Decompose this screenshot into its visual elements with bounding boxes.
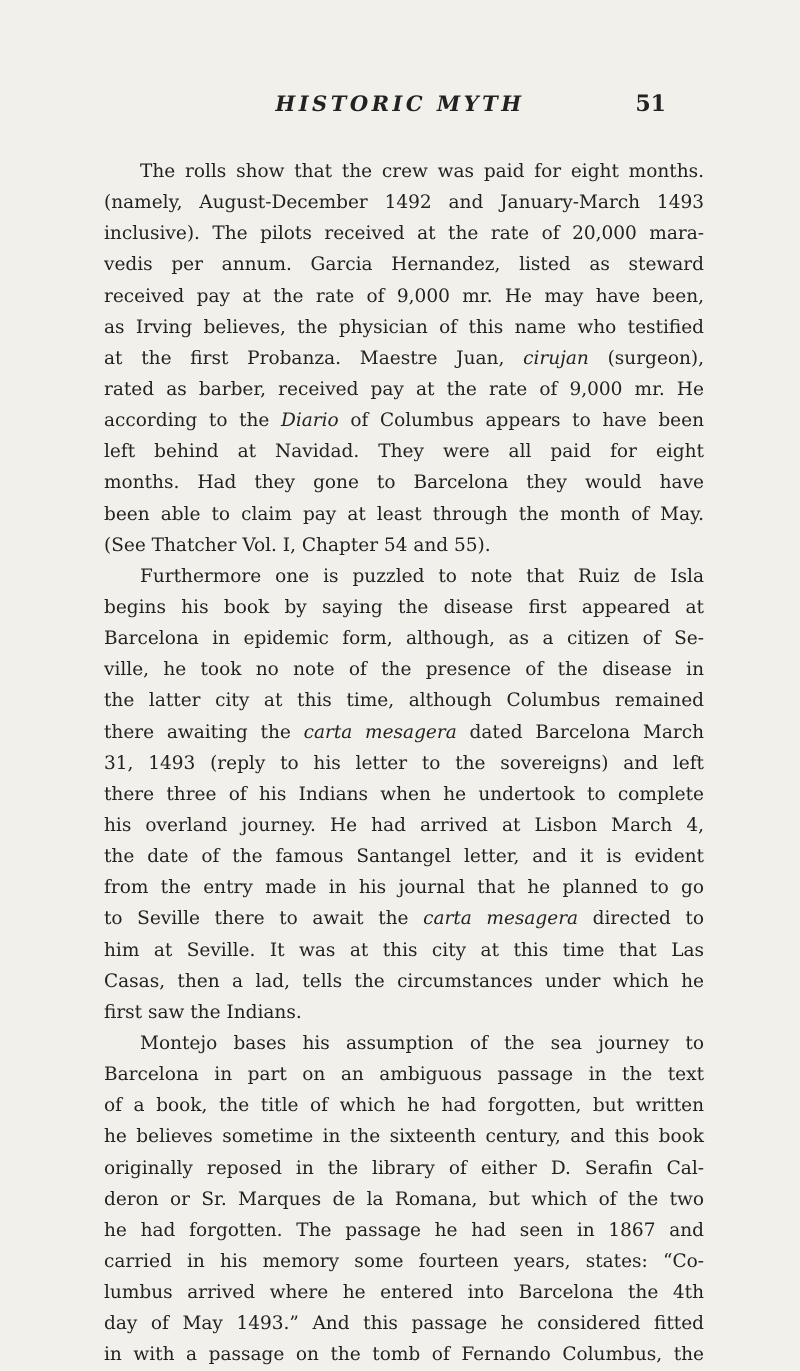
text-line (104, 779, 704, 810)
text-run: at the first Probanza. Maestre Juan, (104, 347, 524, 369)
text-run: of a book, the title of which he had forgotten, but written (104, 1095, 704, 1117)
text-run: The rolls show that the crew was paid for eight months. (140, 161, 704, 182)
text-run: he had forgotten. The passage he had seen in 1867 and (104, 1219, 704, 1241)
text-run: Casas, then a lad, tells the circumstances under which he (104, 970, 704, 992)
text-run: Furthermore one is puzzled to note that Ruiz de Isla (140, 565, 704, 587)
text-line (104, 530, 704, 561)
text-line (104, 966, 704, 997)
text-line (104, 312, 704, 343)
text-line (104, 623, 704, 654)
text-run: first saw the Indians. (104, 1001, 302, 1023)
text-run: Montejo bases his assumption of the sea journey to (140, 1032, 704, 1054)
text-line (104, 405, 704, 436)
text-run: Barcelona in part on an ambiguous passage in the text (104, 1064, 704, 1086)
text-line (104, 499, 704, 530)
text-line (104, 654, 704, 685)
text-line (104, 997, 704, 1028)
text-line (104, 156, 704, 187)
text-run: lumbus arrived where he entered into Barcelona the 4th (104, 1282, 704, 1304)
text-line (104, 218, 704, 249)
text-run: there three of his Indians when he undertook to complete (104, 783, 704, 805)
running-head: HISTORIC MYTH (275, 91, 525, 116)
text-line (104, 810, 704, 841)
italic-text: Diario (281, 410, 339, 432)
text-run: originally reposed in the library of either D. Serafin Cal- (104, 1157, 704, 1179)
text-line (104, 187, 704, 218)
text-run: to Seville there to await the (104, 908, 424, 930)
page-number: 51 (635, 91, 666, 117)
text-run: deron or Sr. Marques de la Romana, but which of the two (104, 1188, 704, 1210)
page-header (0, 91, 800, 121)
text-run: (namely, August-December 1492 and January-March 1493 (104, 192, 704, 214)
body-text (104, 156, 704, 1370)
text-run: Barcelona in epidemic form, although, as a citizen of Se- (104, 628, 704, 650)
italic-text: cirujan (523, 347, 589, 369)
text-run: 31, 1493 (reply to his letter to the sovereigns) and left (104, 752, 704, 774)
text-line (104, 1153, 704, 1184)
text-run: of Columbus appears to have been (338, 410, 704, 432)
text-line (104, 1121, 704, 1152)
text-run: begins his book by saying the disease first appeared at (104, 596, 704, 618)
text-run: day of May 1493.” And this passage he considered fitted (104, 1313, 704, 1335)
text-run: he believes sometime in the sixteenth century, and this book (104, 1126, 704, 1148)
text-run: vedis per annum. Garcia Hernandez, listed as steward (104, 254, 704, 276)
italic-text: carta mesagera (423, 908, 579, 930)
text-line (104, 935, 704, 966)
text-run: dated Barcelona March (456, 721, 704, 743)
text-line (104, 1339, 704, 1370)
text-line (104, 249, 704, 280)
text-line (104, 1277, 704, 1308)
text-run: directed to (578, 908, 704, 930)
text-run: (See Thatcher Vol. I, Chapter 54 and 55). (104, 534, 491, 556)
text-run: according to the (104, 410, 282, 432)
text-line (104, 1246, 704, 1277)
text-run: his overland journey. He had arrived at Lisbon March 4, (104, 814, 704, 836)
text-run: the date of the famous Santangel letter, and it is evident (104, 846, 704, 868)
text-run: as Irving believes, the physician of this name who testified (104, 316, 704, 338)
text-run: carried in his memory some fourteen years, states: “Co- (104, 1250, 704, 1272)
text-line (104, 561, 704, 592)
text-line (104, 1090, 704, 1121)
text-line (104, 717, 704, 748)
text-line (104, 1308, 704, 1339)
text-run: left behind at Navidad. They were all paid for eight (104, 441, 704, 463)
text-line (104, 841, 704, 872)
text-line (104, 343, 704, 374)
text-line (104, 592, 704, 623)
text-run: (surgeon), (588, 347, 704, 369)
text-line (104, 872, 704, 903)
text-run: him at Seville. It was at this city at this time that Las (104, 939, 704, 961)
text-line (104, 374, 704, 405)
text-line (104, 1059, 704, 1090)
text-run: rated as barber, received pay at the rate of 9,000 mr. He (104, 378, 704, 400)
text-line (104, 685, 704, 716)
text-line (104, 436, 704, 467)
text-run: from the entry made in his journal that he planned to go (104, 877, 704, 899)
text-run: in with a passage on the tomb of Fernando Columbus, the (104, 1344, 704, 1366)
text-line (104, 748, 704, 779)
text-run: ville, he took no note of the presence of the disease in (104, 659, 704, 681)
text-line (104, 1215, 704, 1246)
text-line (104, 467, 704, 498)
italic-text: carta mesagera (303, 721, 457, 743)
text-line (104, 1028, 704, 1059)
text-run: months. Had they gone to Barcelona they would have (104, 472, 704, 494)
text-run: received pay at the rate of 9,000 mr. He may have been, (104, 285, 704, 307)
text-run: there awaiting the (104, 721, 304, 743)
text-line (104, 903, 704, 934)
text-run: been able to claim pay at least through the month of May. (104, 503, 704, 525)
text-run: the latter city at this time, although Columbus remained (104, 690, 704, 712)
text-line (104, 281, 704, 312)
text-run: inclusive). The pilots received at the rate of 20,000 mara- (104, 223, 704, 245)
text-line (104, 1184, 704, 1215)
